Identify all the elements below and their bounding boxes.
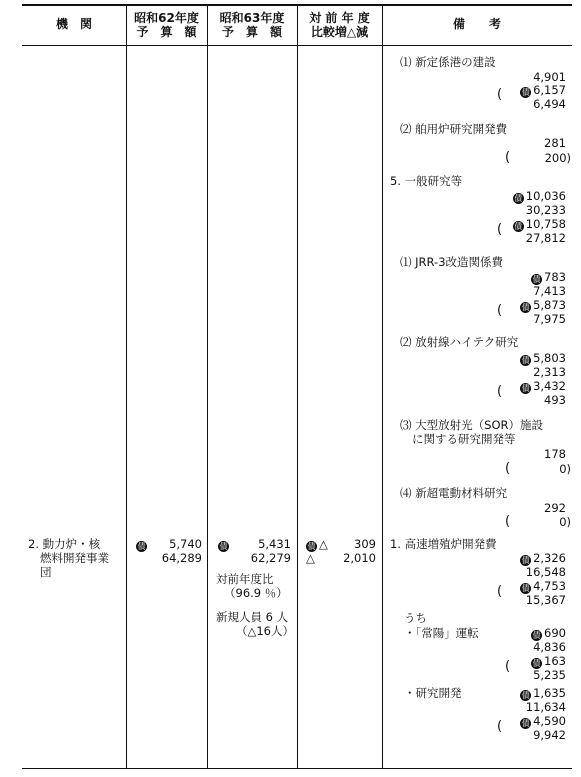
header-diff-line1: 対 前 年 度 [309,11,370,25]
remark-org-v3-row [520,580,566,594]
remark-s2-v1: 5,803 [533,351,566,365]
remark-item1-v2: 6,157 [533,83,566,97]
diff-triangle-2: △ [306,551,315,565]
s62-debt-mark [136,538,149,552]
remark-item2-label: ⑵ 舶用炉研究開発費 [400,122,508,136]
remark-sec5-v4: 27,812 [525,231,566,245]
paren-open: ( [505,659,511,674]
remark-org-v1-row [520,552,566,566]
remark-s1-v3: 5,873 [533,298,566,312]
remark-rd-v1-row [520,687,566,701]
column-divider-3 [297,5,298,769]
remark-uchi: うち [404,611,427,625]
debt-mark-icon: 債 [307,542,316,551]
remark-s4-v1: 292 [544,501,566,515]
remark-rd-v2: 11,634 [525,700,566,714]
remark-sec5-v1-row [513,190,566,204]
debt-mark-icon: 債 [521,303,530,312]
remark-joyo-v3: 163 [544,654,566,668]
remark-item1-v2-row [520,84,566,98]
debt-mark-icon: 債 [521,384,530,393]
remark-s1-v1: 783 [544,270,566,284]
remark-rd-v3-row [520,715,566,729]
diff-value-2: 2,010 [343,551,376,565]
remark-s1-v4: 7,975 [533,312,566,326]
remark-joyo-v2: 4,836 [533,640,566,654]
staff-value: （△16人） [236,624,294,638]
header-s62-line2: 予 算 額 [136,25,197,39]
remark-rd-v1: 1,635 [533,686,566,700]
remark-s3-label-line2: に関する研究開発等 [412,432,516,446]
org-name-line3: 団 [40,565,52,579]
remark-s3-v2: 0) [559,462,571,476]
remark-item1-v3: 6,494 [533,97,566,111]
remark-sec5-label: 5. 一般研究等 [390,174,463,188]
remark-s2-label: ⑵ 放射線ハイテク研究 [400,335,519,349]
debt-mark-icon: 債 [521,356,530,365]
s63-value-1: 5,431 [258,537,291,551]
org-name-line1: 2. 動力炉・核 [28,537,101,551]
header-s62-line1: 昭和62年度 [134,11,199,25]
s62-value-2: 64,289 [161,551,202,565]
diff-triangle: △ [319,537,328,551]
debt-mark-icon: 債 [532,659,541,668]
staff-label: 新規人員 6 人 [216,610,289,624]
paren-open: ( [497,87,503,102]
remark-item1-v1: 4,901 [533,70,566,84]
ratio-label: 対前年度比 [216,572,274,586]
remark-joyo-v4: 5,235 [533,668,566,682]
remark-s1-v3-row [520,299,566,313]
remark-s1-v2: 7,413 [533,284,566,298]
s62-value-1: 5,740 [169,537,202,551]
debt-mark-icon: 債 [219,542,228,551]
remark-s2-v2: 2,313 [533,365,566,379]
debt-mark-icon: 債 [521,88,530,97]
remark-joyo-v1: 690 [544,626,566,640]
remark-s4-v2: 0) [559,515,571,529]
diff-row-1 [306,538,328,552]
column-divider-2 [207,5,208,769]
header-s63-line1: 昭和63年度 [219,11,285,25]
paren-open: ( [497,584,503,599]
remark-s1-v1-row [531,271,566,285]
paren-open: ( [497,384,503,399]
paren-open: ( [497,222,503,237]
paren-open: ( [505,461,511,476]
remark-sec5-v3: 10,758 [525,217,566,231]
remark-rd-v4: 9,942 [533,728,566,742]
remark-joyo-label: ・「常陽」運転 [404,626,479,640]
remark-s3-v1: 178 [544,447,566,461]
debt-mark-icon: 債 [521,556,530,565]
remark-s2-v1-row [520,352,566,366]
s63-debt-mark [218,538,231,552]
paren-open: ( [497,719,503,734]
column-divider-1 [126,5,127,769]
header-organization: 機 関 [55,17,92,31]
remark-sec5-v3-row [513,218,566,232]
paren-open: ( [505,514,511,529]
ratio-value: （96.9 ％） [224,586,288,600]
remark-org-v3: 4,753 [533,579,566,593]
paren-open: ( [505,150,511,165]
paren-open: ( [497,303,503,318]
header-s63-line2: 予 算 額 [221,25,282,39]
remark-joyo-v1-row [531,627,566,641]
debt-mark-icon: 債 [521,584,530,593]
remark-org-v2: 16,548 [525,565,566,579]
header-remarks: 備 考 [452,17,501,31]
s63-value-2: 62,279 [250,551,291,565]
remark-org-sec1-label: 1. 高速増殖炉開発費 [390,537,497,551]
remark-s3-label-line1: ⑶ 大型放射光（SOR）施設 [400,418,543,432]
debt-mark-icon: 債 [137,542,146,551]
diff-value-1: 309 [354,537,376,551]
remark-sec5-v2: 30,233 [525,203,566,217]
remark-rd-label: ・研究開発 [404,686,462,700]
remark-item2-v2: 200) [544,151,571,165]
remark-s4-label: ⑷ 新超電動材料研究 [400,486,508,500]
debt-mark-icon: 債 [521,691,530,700]
column-divider-4 [382,5,383,769]
debt-mark-icon: 債 [532,631,541,640]
remark-s2-v3: 3,432 [533,379,566,393]
debt-mark-icon: 債 [521,719,530,728]
remark-joyo-v3-row [531,655,566,669]
org-name-line2: 燃料開発事業 [40,551,109,565]
remark-org-v1: 2,326 [533,551,566,565]
remark-item2-v1: 281 [544,136,566,150]
remark-s1-label: ⑴ JRR-3改造関係費 [400,255,504,269]
header-diff-line2: 比較増△減 [310,25,369,39]
debt-mark-icon: 債 [514,194,523,203]
remark-s2-v4: 493 [544,393,566,407]
debt-mark-icon: 債 [532,275,541,284]
remark-rd-v3: 4,590 [533,714,566,728]
debt-mark-icon: 債 [514,222,523,231]
remark-s2-v3-row [520,380,566,394]
remark-sec5-v1: 10,036 [525,189,566,203]
remark-org-v4: 15,367 [525,593,566,607]
remark-item1-label: ⑴ 新定係港の建設 [400,55,496,69]
